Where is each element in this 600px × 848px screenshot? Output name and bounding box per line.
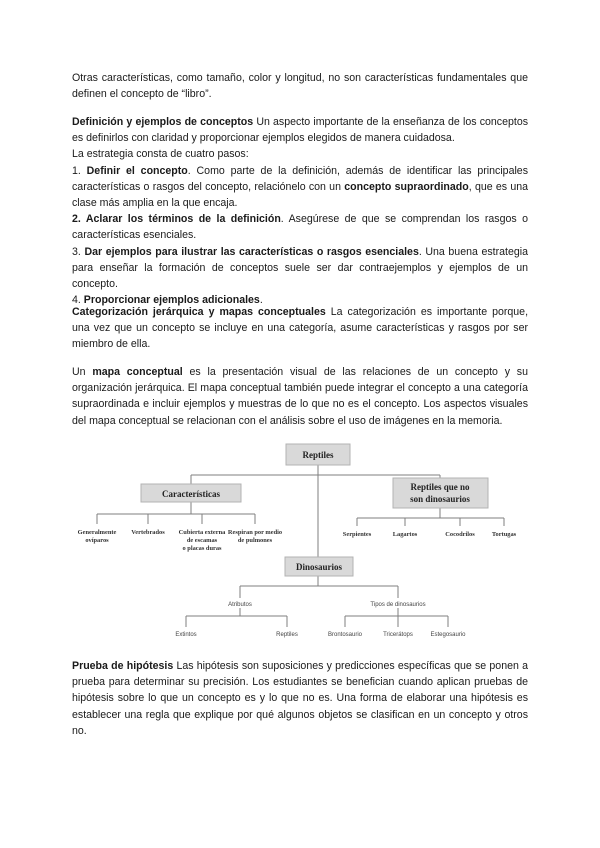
definition-body: Un aspecto importante de la enseñanza de los conceptos es definirlos con claridad y proporcionar ejemplos elegidos de manera cuidadosa.: [72, 116, 529, 145]
reptiles-label: Reptiles: [302, 450, 334, 460]
no-dinosaurios-label-line2: son dinosaurios: [410, 494, 470, 504]
c3-line2: de escamas: [186, 537, 218, 544]
a1-label: Extintos: [175, 632, 197, 638]
c1-line1: Generalmente: [77, 529, 117, 536]
no-dinosaurios-label-line1: Reptiles que no: [410, 482, 470, 492]
strategy-text: La estrategia consta de cuatro pasos:: [72, 148, 249, 161]
intro-paragraph: [72, 70, 528, 102]
step1-text: . Como parte de la definición, además de identificar las principales características o rasgos del concepto, relaciónelo con un: [72, 164, 528, 193]
reptiles-concept-map: [72, 438, 528, 648]
step4-heading: Proporcionar ejemplos adicionales: [83, 294, 260, 307]
categorization-heading: Categorización jerárquica y mapas conceptuales: [72, 306, 326, 318]
concept-map-pre: Un: [72, 366, 93, 378]
step2-heading: 2. Aclarar los términos de la definición: [72, 213, 281, 226]
c3-line3: o placas duras: [182, 545, 222, 552]
categorization-body: La categorización es importante porque, una vez que un concepto se incluye en una categoría, asume características y rasgos por ser miembro de ella.: [72, 306, 529, 351]
dinosaurios-label: Dinosaurios: [295, 562, 343, 572]
n2-label: Lagartos: [392, 531, 418, 538]
step3-heading: Dar ejemplos para ilustrar las características o rasgos esenciales: [84, 245, 419, 258]
n1-label: Serpientes: [342, 531, 372, 538]
c4-line1: Respiran por medio: [227, 529, 283, 536]
concept-map-paragraph: [72, 364, 528, 429]
step1-text-end: , que es una clase más amplia en la que encaja.: [72, 180, 529, 210]
c4-line2: de pulmones: [237, 537, 273, 544]
atributos-label: Atributos: [228, 602, 252, 608]
t3-label: Estegosaurio: [430, 632, 466, 638]
n3-label: Cocodrilos: [445, 531, 475, 538]
concept-map-body: es la presentación visual de las relaciones de un concepto y su organización jerárquica. El mapa conceptual también puede integrar el concepto a una categoría supraordinada e incluir ejemplos y muestras de lo que no es el concepto. Los aspectos visuales del mapa conceptual se relacionan con el análisis sobre el uso de imágenes en la memoria.: [72, 366, 528, 427]
concept-map-term: mapa conceptual: [92, 366, 183, 378]
c1-line2: ovíparos: [85, 537, 109, 544]
definition-heading: Definición y ejemplos de conceptos: [72, 116, 254, 128]
hypothesis-heading: Prueba de hipótesis: [72, 660, 174, 672]
intro-text: Otras características, como tamaño, color y longitud, no son características fundamentales que definen el concepto de “libro”.: [72, 72, 528, 101]
step2-text: . Asegúrese de que se comprendan los rasgos o características esenciales.: [72, 213, 528, 242]
c3-line1: Cubierta externa: [178, 529, 226, 536]
step4-number: 4.: [72, 294, 84, 307]
definition-paragraph: [72, 114, 528, 308]
hypothesis-paragraph: [72, 658, 528, 739]
t2-label: Tricerátops: [383, 632, 413, 638]
step1-number: 1.: [72, 164, 87, 177]
a2-label: Reptiles: [276, 632, 298, 638]
categorization-paragraph: [72, 304, 528, 353]
hypothesis-body: Las hipótesis son suposiciones y predicciones específicas que se ponen a prueba para determinar su precisión. Los estudiantes se benefician cuando aplican pruebas de hipótesis sobre lo que un concepto es y lo que no es. Una forma de elaborar una hipótesis es establecer una regla que explique por qué algunos objetos se clasifican en un concepto y otros no.: [72, 660, 528, 737]
step1-heading: Definir el concepto: [86, 164, 188, 177]
step3-text: . Una buena estrategia para enseñar la formación de conceptos suele ser dar contraejemplos y ejemplos de un concepto.: [72, 245, 528, 291]
caracteristicas-label: Características: [162, 489, 220, 499]
step4-text: .: [259, 294, 263, 307]
t1-label: Brontosaurio: [327, 632, 363, 638]
c2-label: Vertebrados: [131, 529, 165, 536]
step3-number: 3.: [72, 245, 85, 258]
n4-label: Tortugas: [491, 531, 517, 538]
tipos-label: Tipos de dinosaurios: [370, 602, 426, 608]
step1-bold-term: concepto supraordinado: [344, 180, 469, 193]
